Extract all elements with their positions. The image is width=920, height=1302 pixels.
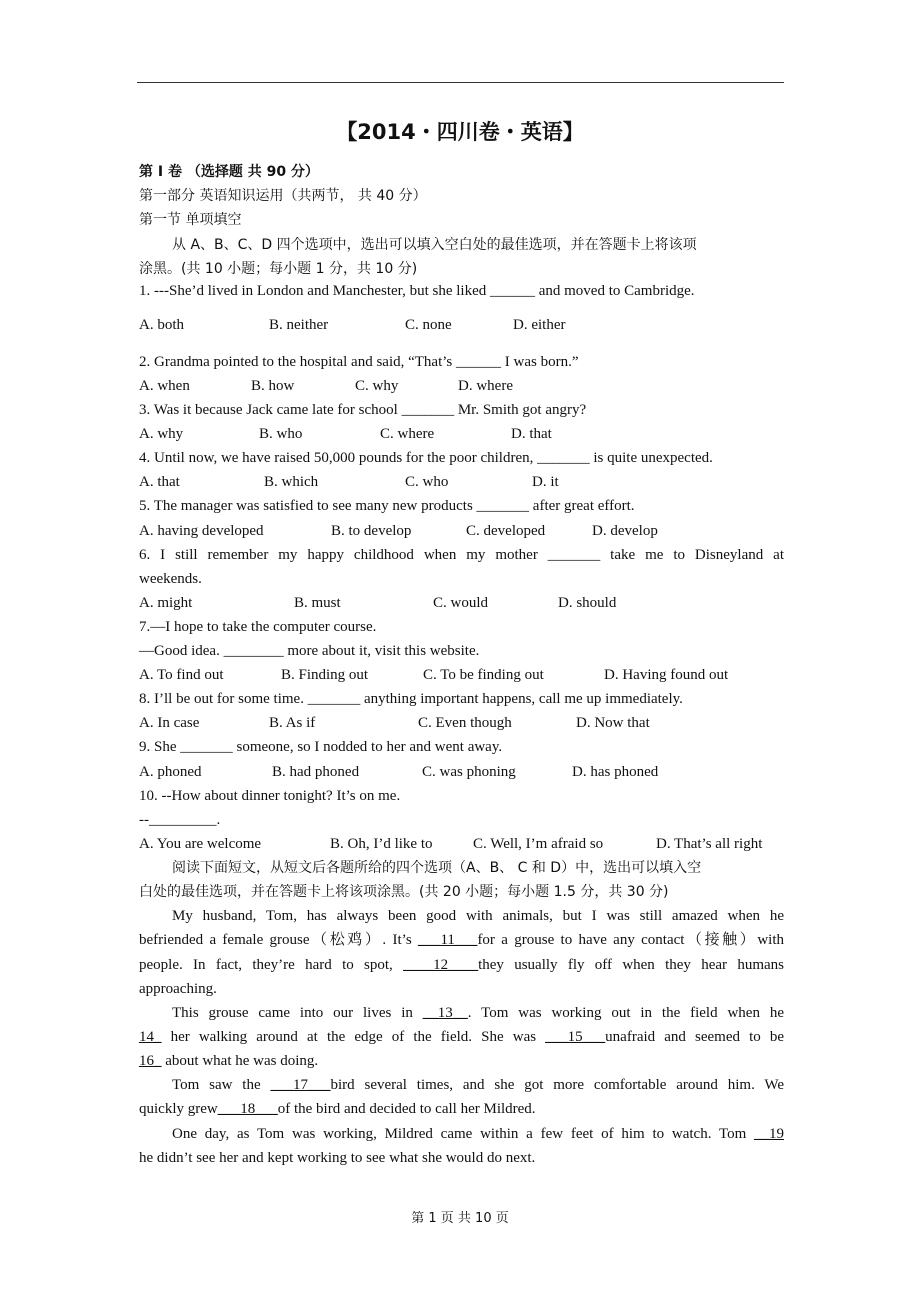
page-footer: 第 1 页 共 10 页	[411, 1211, 509, 1226]
blank-18: ___18___	[217, 1101, 278, 1117]
option-b: B. to develop	[331, 523, 412, 539]
passage-line: befriended a female grouse（松鸡）. It’s ___11___for a grouse to have any contact（接触）with	[139, 932, 784, 948]
option-d: D. has phoned	[572, 764, 659, 780]
passage-line: approaching.	[139, 981, 217, 997]
option-c: C. who	[405, 474, 449, 490]
passage-line: 16_ about what he was doing.	[139, 1053, 319, 1069]
question-stem: 1. ---She’d lived in London and Manchester, but she liked ______ and moved to Cambridge.	[139, 283, 695, 299]
option-d: D. Having found out	[604, 667, 729, 683]
option-d: D. either	[513, 317, 566, 333]
question-stem: 10. --How about dinner tonight? It’s on me.	[139, 788, 401, 804]
option-a: A. might	[139, 595, 193, 611]
question-stem: --_________.	[139, 812, 221, 828]
blank-11: ___11___	[417, 932, 478, 948]
option-a: A. To find out	[139, 667, 224, 683]
option-b: B. who	[259, 426, 303, 442]
part-heading: 第一部分 英语知识运用（共两节， 共 40 分）	[139, 188, 427, 204]
option-b: B. As if	[269, 715, 316, 731]
passage-line: quickly grew___18___of the bird and decided to call her Mildred.	[139, 1101, 536, 1117]
option-a: A. when	[139, 378, 190, 394]
passage-line: 14_ her walking around at the edge of the field. She was ___15___unafraid and seemed to be	[139, 1029, 785, 1045]
option-c: C. To be finding out	[423, 667, 544, 683]
option-c: C. where	[380, 426, 435, 442]
option-a: A. that	[139, 474, 180, 490]
question-stem: —Good idea. ________ more about it, visit this website.	[139, 643, 480, 659]
option-d: D. develop	[592, 523, 658, 539]
question-stem: 4. Until now, we have raised 50,000 pounds for the poor children, _______ is quite unexpected.	[139, 450, 713, 466]
blank-15: ___15___	[545, 1029, 606, 1045]
option-c: C. was phoning	[422, 764, 516, 780]
blank-19: __19	[754, 1126, 784, 1142]
option-b: B. Oh, I’d like to	[330, 836, 433, 852]
blank-13: __13__	[422, 1005, 468, 1021]
instructions-line: 涂黑。(共 10 小题；每小题 1 分，共 10 分)	[139, 261, 418, 277]
option-c: C. would	[433, 595, 489, 611]
passage-line: he didn’t see her and kept working to see what she would do next.	[139, 1150, 536, 1166]
page-title: 【2014・四川卷・英语】	[336, 120, 584, 144]
instructions-line: 白处的最佳选项，并在答题卡上将该项涂黑。(共 20 小题；每小题 1.5 分，共 30 分)	[139, 884, 669, 900]
option-d: D. it	[532, 474, 559, 490]
passage-line: This grouse came into our lives in __13__. Tom was working out in the field when he	[172, 1005, 784, 1021]
section-heading: 第 I 卷 （选择题 共 90 分）	[139, 164, 319, 180]
question-stem: 5. The manager was satisfied to see many new products _______ after great effort.	[139, 498, 635, 514]
question-stem: 6. I still remember my happy childhood when my mother _______ take me to Disneyland at	[139, 547, 784, 563]
question-stem: 2. Grandma pointed to the hospital and said, “That’s ______ I was born.”	[139, 354, 579, 370]
option-d: D. Now that	[576, 715, 650, 731]
question-stem: 9. She _______ someone, so I nodded to her and went away.	[139, 739, 503, 755]
blank-16: 16_	[139, 1053, 162, 1069]
passage-line: My husband, Tom, has always been good with animals, but I was still amazed when he	[172, 908, 784, 924]
option-a: A. In case	[139, 715, 200, 731]
option-c: C. developed	[466, 523, 546, 539]
option-b: B. which	[264, 474, 319, 490]
option-a: A. both	[139, 317, 184, 333]
question-stem: 3. Was it because Jack came late for school _______ Mr. Smith got angry?	[139, 402, 587, 418]
option-d: D. should	[558, 595, 617, 611]
option-a: A. having developed	[139, 523, 264, 539]
option-b: B. Finding out	[281, 667, 369, 683]
option-a: A. phoned	[139, 764, 202, 780]
passage-line: people. In fact, they’re hard to spot, ____12____they usually fly off when they hear humans	[139, 957, 784, 973]
option-c: C. Well, I’m afraid so	[473, 836, 604, 852]
passage-line: One day, as Tom was working, Mildred came within a few feet of him to watch. Tom __19	[172, 1126, 784, 1142]
option-d: D. that	[511, 426, 552, 442]
blank-12: ____12____	[403, 957, 479, 973]
option-b: B. neither	[269, 317, 329, 333]
blank-17: ___17___	[270, 1077, 331, 1093]
option-c: C. none	[405, 317, 452, 333]
option-d: D. That’s all right	[656, 836, 763, 852]
instructions-line: 阅读下面短文，从短文后各题所给的四个选项（A、B、 C 和 D）中，选出可以填入空	[172, 860, 702, 876]
option-b: B. how	[251, 378, 295, 394]
option-b: B. must	[294, 595, 341, 611]
option-b: B. had phoned	[272, 764, 360, 780]
question-stem: weekends.	[139, 571, 202, 587]
option-a: A. You are welcome	[139, 836, 262, 852]
instructions-line: 从 A、B、C、D 四个选项中，选出可以填入空白处的最佳选项，并在答题卡上将该项	[172, 237, 697, 253]
header-rule	[137, 82, 784, 83]
option-a: A. why	[139, 426, 184, 442]
question-stem: 7.—I hope to take the computer course.	[139, 619, 377, 635]
blank-14: 14_	[139, 1029, 162, 1045]
option-d: D. where	[458, 378, 513, 394]
option-c: C. Even though	[418, 715, 512, 731]
passage-line: Tom saw the ___17___bird several times, and she got more comfortable around him. We	[172, 1077, 785, 1093]
subsection-heading: 第一节 单项填空	[139, 212, 242, 228]
question-stem: 8. I’ll be out for some time. _______ anything important happens, call me up immediately.	[139, 691, 683, 707]
option-c: C. why	[355, 378, 399, 394]
